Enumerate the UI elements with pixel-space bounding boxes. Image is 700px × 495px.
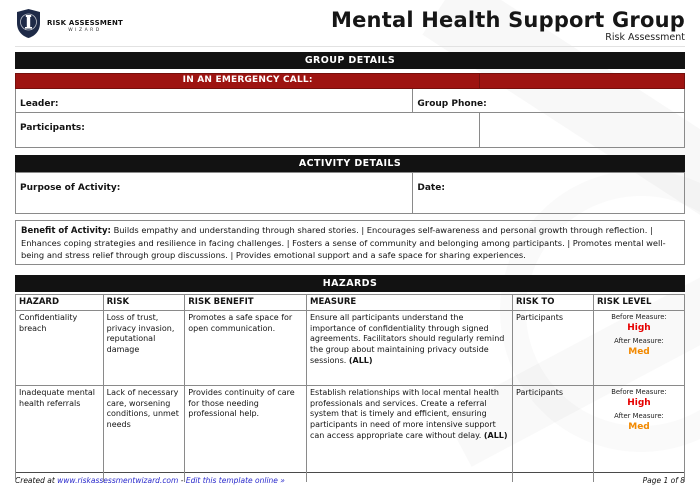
before-measure-level: High xyxy=(627,323,651,334)
logo-text xyxy=(47,19,123,33)
col-header-risk: RISK xyxy=(103,295,185,311)
hazards-table xyxy=(15,294,685,482)
risk-level-cell xyxy=(593,311,684,386)
group-phone-label: Group Phone: xyxy=(417,99,487,109)
page-number: Page 1 of 8 xyxy=(642,476,685,485)
leader-row xyxy=(16,89,685,113)
hazards-header-row xyxy=(16,295,685,311)
section-header-group-details: GROUP DETAILS xyxy=(15,52,685,69)
group-details-table xyxy=(15,73,685,148)
before-measure-label: Before Measure: xyxy=(611,388,667,397)
leader-label: Leader: xyxy=(20,99,59,109)
page-title: Mental Health Support Group xyxy=(331,8,685,32)
logo-line2: WIZARD xyxy=(68,27,102,33)
emergency-row xyxy=(16,74,685,89)
after-measure-level: Med xyxy=(628,347,650,358)
risk-cell: Lack of necessary care, worsening conditions, unmet needs xyxy=(103,386,185,483)
risk-level-cell xyxy=(593,386,684,483)
benefit-of-activity xyxy=(15,220,685,265)
group-phone-field xyxy=(413,89,685,113)
participants-blank-cell xyxy=(480,113,685,148)
emergency-call-label: IN AN EMERGENCY CALL: xyxy=(16,74,480,89)
section-header-hazards: HAZARDS xyxy=(15,275,685,292)
after-measure-label: After Measure: xyxy=(614,412,664,421)
logo-line1: RISK ASSESSMENT xyxy=(47,18,124,27)
footer-created-text: Created at xyxy=(15,476,58,485)
measure-all-tag: (ALL) xyxy=(483,430,508,440)
risk-to-cell: Participants xyxy=(513,311,594,386)
measure-text: Establish relationships with local mental health professionals and services. Create a referral system that is timely and efficient, ensuring participants in need of more intensive support can access appropriate care without delay. xyxy=(309,388,499,440)
participants-field xyxy=(16,113,480,148)
col-header-risk-benefit: RISK BENEFIT xyxy=(185,295,307,311)
risk-benefit-cell: Provides continuity of care for those needing professional help. xyxy=(185,386,307,483)
purpose-label: Purpose of Activity: xyxy=(20,183,121,193)
col-header-hazard: HAZARD xyxy=(16,295,104,311)
activity-details-table xyxy=(15,172,685,214)
date-field xyxy=(413,173,685,214)
col-header-risk-to: RISK TO xyxy=(513,295,594,311)
risk-cell: Loss of trust, privacy invasion, reputational damage xyxy=(103,311,185,386)
emergency-call-blank xyxy=(480,74,685,89)
date-label: Date: xyxy=(417,183,445,193)
before-measure-level: High xyxy=(627,398,651,409)
purpose-date-row xyxy=(16,173,685,214)
benefit-text: Builds empathy and understanding through shared stories. | Encourages self-awareness and personal growth through reflection. | Enhances coping strategies and resilience in facing challenges. | Fosters a sense of community and belonging among participants. | Promotes mental well-being and stress relief through group discussions. | Provides emotional support and a safe space for sharing experiences. xyxy=(21,225,666,261)
col-header-measure: MEASURE xyxy=(306,295,512,311)
hazard-cell: Confidentiality breach xyxy=(16,311,104,386)
title-block xyxy=(331,9,685,43)
participants-label: Participants: xyxy=(20,123,85,133)
brand-logo xyxy=(15,8,123,43)
measure-cell xyxy=(306,386,512,483)
col-header-risk-level: RISK LEVEL xyxy=(593,295,684,311)
page-subtitle: Risk Assessment xyxy=(605,32,685,44)
page-header xyxy=(15,0,685,47)
hazard-row xyxy=(16,386,685,483)
footer-edit-template-link[interactable]: Edit this template online » xyxy=(185,476,285,485)
hazard-row xyxy=(16,311,685,386)
measure-all-tag: (ALL) xyxy=(348,355,373,365)
before-measure-label: Before Measure: xyxy=(611,313,667,322)
after-measure-label: After Measure: xyxy=(614,337,664,346)
purpose-field xyxy=(16,173,413,214)
benefit-label: Benefit of Activity: xyxy=(21,226,111,236)
risk-benefit-cell: Promotes a safe space for open communication. xyxy=(185,311,307,386)
leader-field xyxy=(16,89,413,113)
lighthouse-shield-icon xyxy=(15,8,42,43)
section-header-activity-details: ACTIVITY DETAILS xyxy=(15,155,685,172)
hazard-cell: Inadequate mental health referrals xyxy=(16,386,104,483)
after-measure-level: Med xyxy=(628,422,650,433)
measure-text: Ensure all participants understand the importance of confidentiality through signed agreements. Facilitators should regularly remind the group about maintaining privacy outside sessions. xyxy=(309,313,505,365)
risk-to-cell: Participants xyxy=(513,386,594,483)
footer-separator: - xyxy=(178,476,186,485)
measure-cell xyxy=(306,311,512,386)
participants-row xyxy=(16,113,685,148)
footer-site-link[interactable]: www.riskassessmentwizard.com xyxy=(57,476,179,485)
